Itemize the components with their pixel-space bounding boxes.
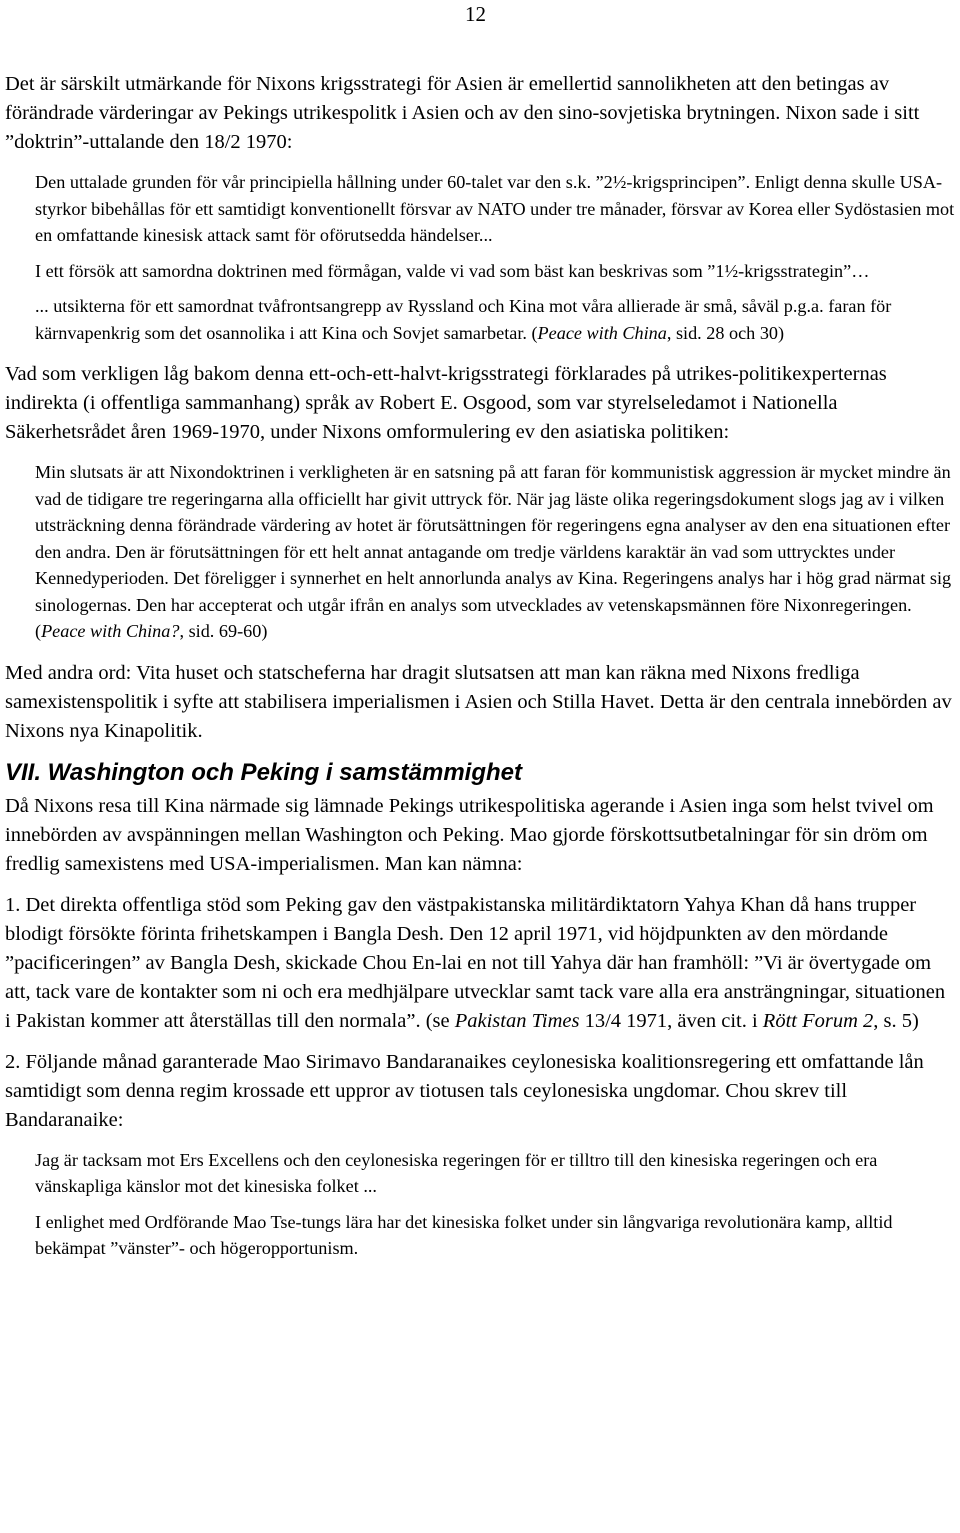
quote1-paragraph-1: Den uttalade grunden för vår principiella hållning under 60-talet var den s.k. ”2½-krigsprincipen”. Enligt denna skulle USA-styrkor bibehållas för ett samtidigt konventionellt försvar av NATO under tre månader, försvar av Korea eller Sydöstasien mot en omfattande kinesisk attack samt för oförutsedda händelser... bbox=[35, 172, 955, 245]
document-body bbox=[5, 70, 955, 1276]
quote2-source-title: Peace with China? bbox=[41, 621, 180, 641]
list-item-1-source-a: (se bbox=[420, 1009, 455, 1032]
intro-text: Det är särskilt utmärkande för Nixons krigsstrategi för Asien är emellertid sannolikheten att den betingas av förändrade värderingar av Pekings utrikespolitk i Asien och av den sino-sovjetiska brytningen. Nixon sade i sitt ”doktrin”-uttalande den 18/2 1970: bbox=[5, 73, 920, 153]
quote3-paragraph-1: Jag är tacksam mot Ers Excellens och den ceylonesiska regeringen för er tilltro till den kinesiska regeringen och era vänskapliga känslor mot det kinesiska folket ... bbox=[35, 1149, 878, 1196]
list-item-1-text: 1. Det direkta offentliga stöd som Peking gav den västpakistanska militärdiktatorn Yahya Khan då hans trupper blodigt försökte förinta frihetskampen i Bangla Desh. Den 12 april 1971, vid höjdpunkten av den mördande ”pacificeringen” av Bangla Desh, skickade Chou En-lai en not till Yahya där han framhöll: bbox=[5, 893, 917, 974]
quote2-source-ref: , sid. 69-60) bbox=[179, 621, 268, 641]
quote3-paragraph-2: I enlighet med Ordförande Mao Tse-tungs lära har det kinesiska folket under sin långvariga revolutionära kamp, alltid bekämpat ”vänster”- och högeropportunism. bbox=[35, 1211, 893, 1258]
list-item-1-source-title-1: Pakistan Times bbox=[454, 1009, 580, 1032]
quote1-paragraph-2: I ett försök att samordna doktrinen med förmågan, valde vi vad som bäst kan beskrivas som ”1½-krigsstrategin”… bbox=[35, 260, 870, 281]
quote2-text: Min slutsats är att Nixondoktrinen i verkligheten är en satsning på att faran för kommunistisk aggression är mycket mindre än vad de tidigare tre regeringarna alla officiellt har givit uttryck för. När jag läste olika regeringsdokument slogs jag av i vilken utsträckning denna förändrade värdering av hotet är förutsättningen för regeringens egna analyser av den ena situationen efter den andra. Den är förutsättningen för ett helt annat antagande om tredje världens karaktär än vad som uttrycktes under Kennedyperioden. Det föreligger i synnerhet en helt annorlunda analys av Kina. Regeringens analys har i hög grad närmat sig sinologernas. Den har accepterat och utgår ifrån en analys som utvecklades av vetenskapsmännen före Nixonregeringen. ( bbox=[35, 462, 952, 641]
list-item-1-quote: ”Vi är övertygade om att, tack vare de kontakter som ni och era medhjälpare utvecklar samt tack vare alla era ansträngningar, situationen i Pakistan kommer att återställas till den normala”. bbox=[5, 951, 946, 1032]
list-item-1-source-b: 13/4 1971, även cit. i bbox=[579, 1009, 763, 1032]
paragraph-osgood: Vad som verkligen låg bakom denna ett-och-ett-halvt-krigsstrategi förklarades på utrikes-politikexperternas indirekta (i offentliga sammanhang) språk av Robert E. Osgood, som var styrelseledamot i Nationella Säkerhetsrådet åren 1969-1970, under Nixons omformulering ev den asiatiska politiken: bbox=[5, 363, 887, 443]
block-quote-chou bbox=[35, 1147, 955, 1262]
block-quote-osgood bbox=[35, 459, 955, 645]
section-heading: VII. Washington och Peking i samstämmighet bbox=[5, 758, 522, 786]
list-item-1 bbox=[5, 891, 955, 1036]
block-quote-nixon bbox=[35, 169, 955, 346]
quote1-source-title: Peace with China bbox=[537, 322, 667, 343]
quote2-paragraph bbox=[35, 459, 955, 645]
section-intro-paragraph: Då Nixons resa till Kina närmade sig lämnade Pekings utrikespolitiska agerande i Asien inga som helst tvivel om innebörden av avspänningen mellan Washington och Peking. Mao gjorde förskottsutbetalningar för sin dröm om fredlig samexistens med USA-imperialismen. Man kan nämna: bbox=[5, 794, 934, 875]
quote1-paragraph-3 bbox=[35, 293, 955, 346]
paragraph-conclusion: Med andra ord: Vita huset och statscheferna har dragit slutsatsen att man kan räkna med Nixons fredliga samexistenspolitik i syfte att stabilisera imperialismen i Asien och Stilla Havet. Detta är den centrala innebörden av Nixons nya Kinapolitik. bbox=[5, 661, 952, 742]
quote1-p3-text: ... utsikterna för ett samordnat tvåfrontsangrepp av Ryssland och Kina mot våra allierade är små, såväl p.g.a. faran för kärnvapenkrig som det osannolika i att Kina och Sovjet samarbetar. ( bbox=[35, 296, 892, 343]
quote1-source-ref: , sid. 28 och 30) bbox=[666, 322, 785, 343]
list-item-1-source-title-2: Rött Forum 2 bbox=[762, 1009, 874, 1032]
page-number: 12 bbox=[465, 2, 486, 26]
list-item-2: 2. Följande månad garanterade Mao Sirimavo Bandaranaikes ceylonesiska koalitionsregering ett omfattande lån samtidigt som denna regim krossade ett uppror av tiotusen tals ceylonesiska ungdomar. Chou skrev till Bandaranaike: bbox=[5, 1050, 924, 1131]
list-item-1-source-c: , s. 5) bbox=[873, 1009, 919, 1032]
intro-paragraph bbox=[5, 70, 955, 157]
